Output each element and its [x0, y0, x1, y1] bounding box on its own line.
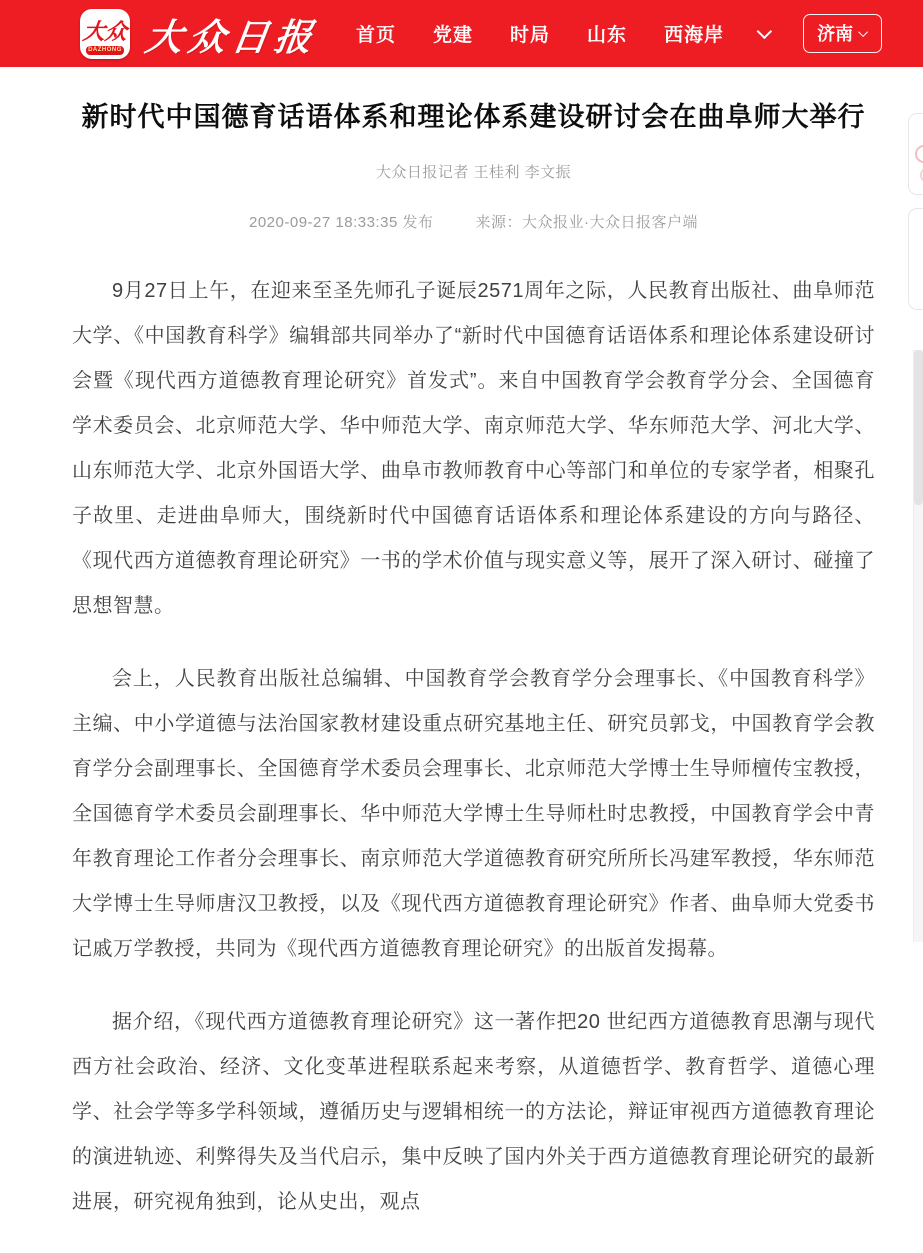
article-source — [475, 214, 698, 231]
app-icon-caption: DAZHONG — [86, 46, 124, 55]
nav-more-chevron-down-icon[interactable] — [757, 24, 773, 40]
article-meta-row — [72, 211, 875, 232]
share-wechat-icon — [915, 145, 923, 163]
scrollbar-track[interactable] — [913, 350, 923, 942]
floating-tools-button[interactable] — [908, 208, 923, 310]
site-header — [0, 0, 923, 67]
city-selector-button[interactable] — [803, 14, 882, 53]
article-body — [72, 269, 875, 1225]
article-byline: 大众日报记者 王桂利 李文振 — [375, 164, 572, 181]
publish-time — [249, 214, 433, 231]
article-paragraph: 据介绍，《现代西方道德教育理论研究》这一著作把20 世纪西方道德教育思潮与现代西方社会政治、经济、文化变革进程联系起来考察，从道德哲学、教育哲学、道德心理学、社会学等多学科领域，遵循历史与逻辑相统一的方法论，辩证审视西方道德教育理论的演进轨迹、利弊得失及当代启示，集中反映了国内外关于西方道德教育理论研究的最新进展，研究视角独到，论从史出，观点 — [72, 1011, 875, 1213]
city-chevron-down-icon — [858, 27, 868, 37]
publish-suffix: 发布 — [402, 214, 434, 231]
nav-item-current-affairs[interactable]: 时局 — [510, 25, 551, 46]
dazhong-app-icon — [80, 9, 130, 59]
article-title: 新时代中国德育话语体系和理论体系建设研讨会在曲阜师大举行 — [81, 102, 866, 132]
nav-item-party-building[interactable]: 党建 — [433, 25, 474, 46]
main-nav — [356, 14, 882, 53]
app-icon-characters: 大众 — [81, 19, 129, 45]
floating-share-button[interactable] — [908, 113, 923, 195]
publish-timestamp: 2020-09-27 18:33:35 — [249, 214, 398, 231]
article-container — [72, 67, 875, 1253]
nav-item-west-coast[interactable]: 西海岸 — [664, 25, 725, 46]
source-label: 来源： — [475, 214, 522, 231]
article-paragraph: 会上，人民教育出版社总编辑、中国教育学会教育学分会理事长、《中国教育科学》主编、中小学道德与法治国家教材建设重点研究基地主任、研究员郭戈，中国教育学会教育学分会副理事长、全国德育学术委员会理事长、北京师范大学博士生导师檀传宝教授，全国德育学术委员会副理事长、华中师范大学博士生导师杜时忠教授，中国教育学会中青年教育理论工作者分会理事长、南京师范大学道德教育研究所所长冯建军教授，华东师范大学博士生导师唐汉卫教授，以及《现代西方道德教育理论研究》作者、曲阜师大党委书记戚万学教授，共同为《现代西方道德教育理论研究》的出版首发揭幕。 — [72, 668, 875, 960]
scrollbar-thumb[interactable] — [914, 350, 923, 505]
city-selector-label: 济南 — [817, 24, 854, 44]
nav-item-shandong[interactable]: 山东 — [587, 25, 628, 46]
brand-logo[interactable] — [80, 7, 321, 61]
nav-item-home[interactable]: 首页 — [356, 25, 397, 46]
source-value: 大众报业·大众日报客户端 — [522, 214, 698, 231]
masthead-calligraphy-title: 大众日报 — [142, 14, 321, 59]
article-paragraph: 9月27日上午，在迎来至圣先师孔子诞辰2571周年之际，人民教育出版社、曲阜师范大学、《中国教育科学》编辑部共同举办了“新时代中国德育话语体系和理论体系建设研讨会暨《现代西方道德教育理论研究》首发式”。来自中国教育学会教育学分会、全国德育学术委员会、北京师范大学、华中师范大学、南京师范大学、华东师范大学、河北大学、山东师范大学、北京外国语大学、曲阜市教师教育中心等部门和单位的专家学者，相聚孔子故里、走进曲阜师大，围绕新时代中国德育话语体系和理论体系建设的方向与路径、《现代西方道德教育理论研究》一书的学术价值与现实意义等，展开了深入研讨、碰撞了思想智慧。 — [72, 280, 875, 617]
